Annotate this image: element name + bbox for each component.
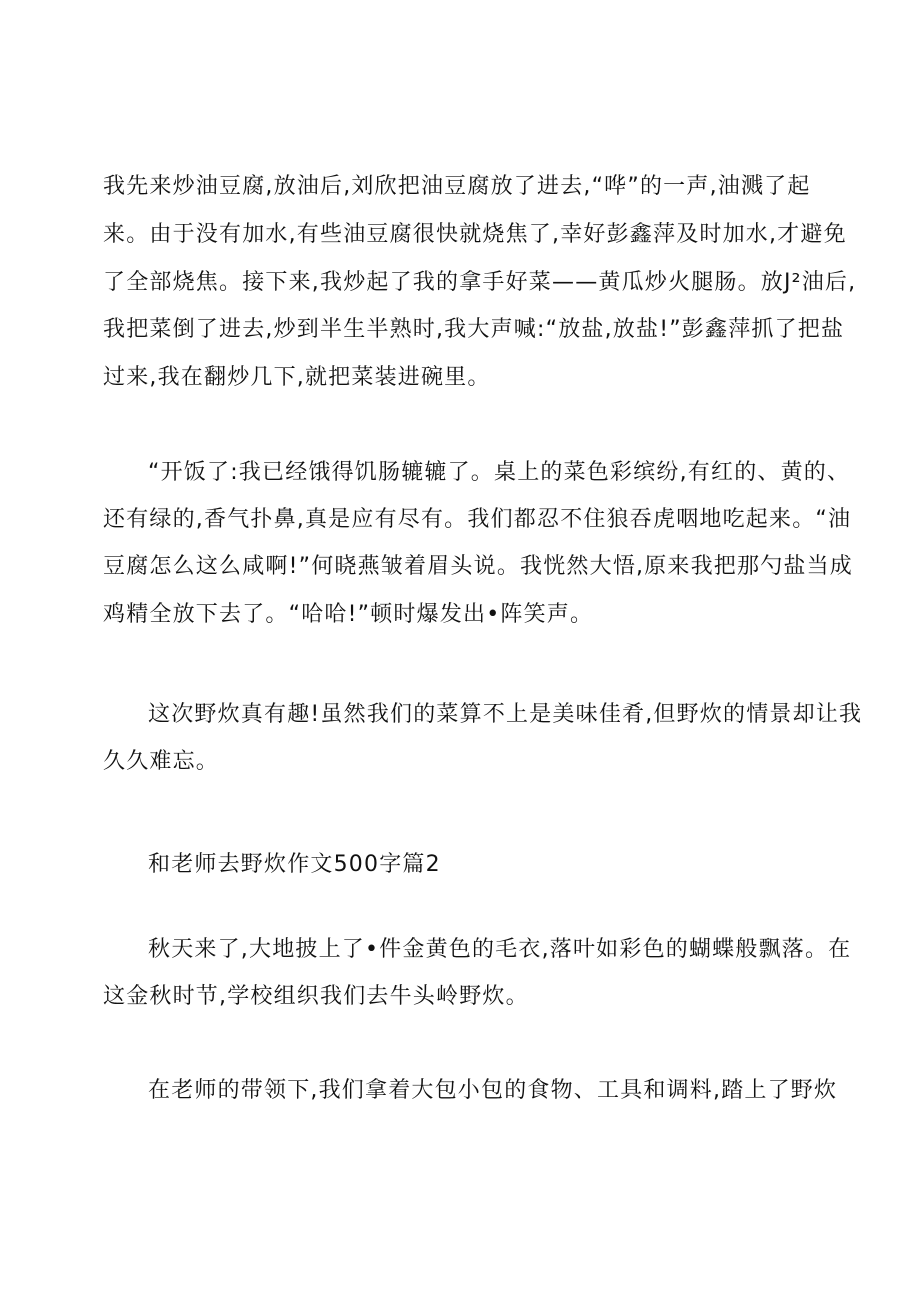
text-line: 鸡精全放下去了。“哈哈!”顿时爆发出•阵笑声。	[103, 602, 594, 627]
text-line: 我把菜倒了进去,炒到半生半熟时,我大声喊:“放盐,放盐!”彭鑫萍抓了把盐	[103, 317, 845, 342]
text-line: 过来,我在翻炒几下,就把菜装进碗里。	[103, 365, 491, 390]
text-line: 秋天来了,大地披上了•件金黄色的毛衣,落叶如彩色的蝴蝶般飘落。在	[148, 937, 852, 962]
text-line: 这次野炊真有趣!虽然我们的菜算不上是美味佳肴,但野炊的情景却让我	[148, 702, 863, 727]
text-line: 还有绿的,香气扑鼻,真是应有尽有。我们都忍不住狼吞虎咽地吃起来。“油	[103, 507, 852, 532]
heading-text: 和老师去野炊作文500字篇2	[148, 852, 441, 877]
text-line: 了全部烧焦。接下来,我炒起了我的拿手好菜——黄瓜炒火腿肠。放J²油后,	[103, 270, 857, 295]
text-line: 久久难忘。	[103, 749, 220, 774]
text-line: “开饭了:我已经饿得饥肠辘辘了。桌上的菜色彩缤纷,有红的、黄的、	[148, 460, 851, 485]
text-line: 来。由于没有加水,有些油豆腐很快就烧焦了,幸好彭鑫萍及时加水,才避免	[103, 222, 847, 247]
text-line: 我先来炒油豆腐,放油后,刘欣把油豆腐放了进去,“哗”的一声,油溅了起	[103, 174, 811, 199]
text-line: 这金秋时节,学校组织我们去牛头岭野炊。	[103, 984, 529, 1009]
text-line: 豆腐怎么这么咸啊!”何晓燕皱着眉头说。我恍然大悟,原来我把那勺盐当成	[103, 554, 854, 579]
text-line: 在老师的带领下,我们拿着大包小包的食物、工具和调料,踏上了野炊	[148, 1078, 838, 1103]
